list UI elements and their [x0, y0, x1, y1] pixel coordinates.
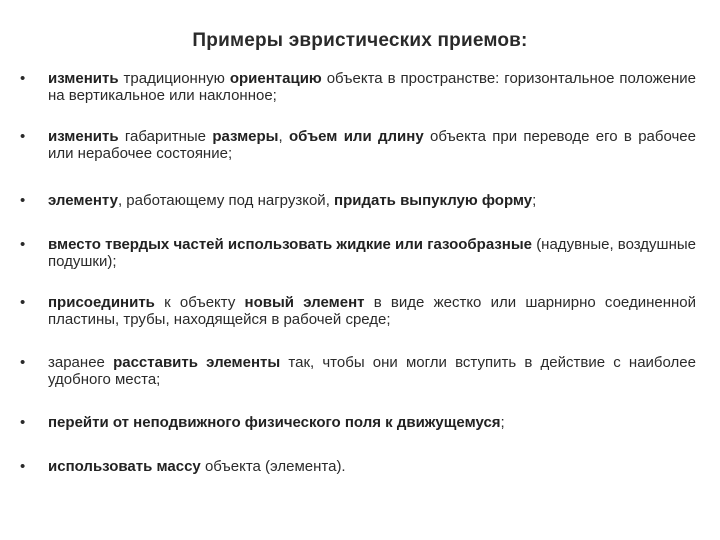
list-item [20, 414, 696, 431]
bullet-icon: • [20, 414, 26, 431]
body-text: , [278, 128, 289, 145]
body-text: заранее [48, 354, 114, 371]
bullet-icon: • [20, 236, 26, 253]
body-text: традиционную [118, 70, 230, 87]
emphasis-text: новый элемент [244, 294, 365, 311]
emphasis-text: присоединить [48, 294, 155, 311]
body-text: к объекту [154, 294, 245, 311]
list-item-text [48, 414, 505, 431]
emphasis-text: объем или длину [288, 128, 424, 145]
list-item [20, 192, 696, 209]
slide-title: Примеры эвристических приемов: [192, 30, 528, 51]
list-item-text [48, 236, 696, 270]
bullet-icon: • [20, 294, 26, 311]
list-item [20, 128, 696, 162]
list-item-text [48, 458, 346, 475]
bullet-icon: • [20, 458, 26, 475]
body-text: ; [500, 414, 505, 431]
body-text: (надувные, воздушные подушки); [48, 236, 696, 270]
emphasis-text: размеры [212, 128, 279, 145]
list-item [20, 236, 696, 270]
body-text: так, чтобы они могли вступить в действие с наиболее удобного места; [48, 354, 696, 388]
list-item-text [48, 354, 696, 388]
emphasis-text: изменить [48, 128, 119, 145]
emphasis-text: использовать массу [48, 458, 201, 475]
bullet-icon: • [20, 354, 26, 371]
body-text: габаритные [118, 128, 213, 145]
body-text: объекта при переводе его в рабочее или нерабочее состояние; [48, 128, 696, 162]
body-text: объекта в пространстве: горизонтальное положение на вертикальное или наклонное; [48, 70, 696, 104]
bullet-icon: • [20, 192, 26, 209]
body-text: , работающему под нагрузкой, [117, 192, 335, 209]
emphasis-text: изменить [48, 70, 119, 87]
body-text: объекта (элемента). [200, 458, 346, 475]
emphasis-text: перейти от неподвижного физического поля к движущемуся [48, 414, 501, 431]
body-text: ; [532, 192, 537, 209]
list-item [20, 354, 696, 388]
list-item-text [48, 192, 536, 209]
emphasis-text: придать выпуклую форму [334, 192, 533, 209]
list-item-text [48, 294, 696, 328]
emphasis-text: элементу [48, 192, 118, 209]
list-item-text [48, 128, 696, 162]
list-item [20, 458, 696, 475]
bullet-icon: • [20, 70, 26, 87]
list-item [20, 70, 696, 104]
emphasis-text: ориентацию [229, 70, 322, 87]
list-item-text [48, 70, 696, 104]
body-text: в виде жестко или шарнирно соединенной пластины, трубы, находящейся в рабочей среде; [48, 294, 696, 328]
emphasis-text: расставить элементы [113, 354, 281, 371]
list-item [20, 294, 696, 328]
bullet-icon: • [20, 128, 26, 145]
emphasis-text: вместо твердых частей использовать жидкие или газообразные [48, 236, 533, 253]
